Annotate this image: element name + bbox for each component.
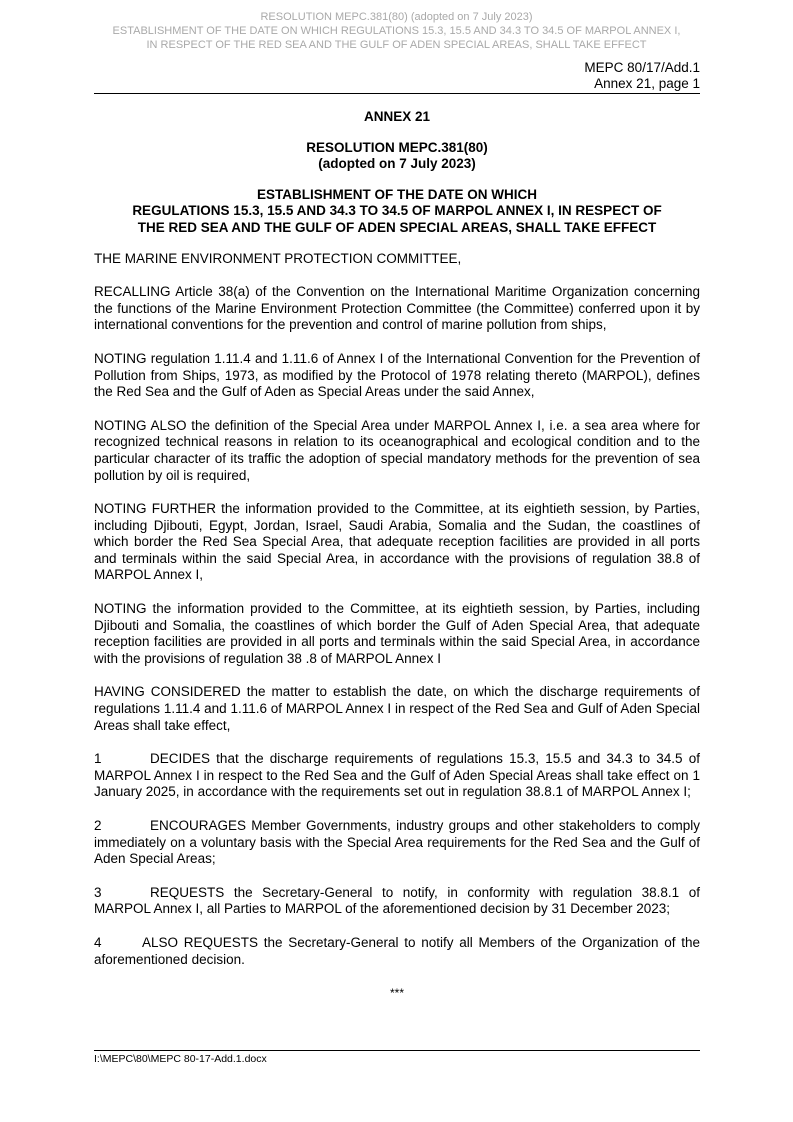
- paragraph-text: ENCOURAGES Member Governments, industry groups and other stakeholders to comply immediately on a voluntary basis with the Special Area requirements for the Red Sea and the Gulf of Aden Special Areas;: [94, 818, 700, 867]
- preamble-recalling: RECALLING Article 38(a) of the Convention on the International Maritime Organization concerning the functions of the Marine Environment Protection Committee (the Committee) conferred upon it by international conventions for the prevention and control of marine pollution from ships,: [94, 284, 700, 333]
- resolution-adopted: (adopted on 7 July 2023): [318, 156, 476, 172]
- preamble-noting-gulf: NOTING the information provided to the Committee, at its eightieth session, by Parties, including Djibouti and Somalia, the coastlines of which border the Gulf of Aden Special Area, that adequate reception facilities are provided in all ports and terminals within the said Special Area, in accordance with the provisions of regulation 38 .8 of MARPOL Annex I: [94, 601, 700, 666]
- operative-paragraph-2: [94, 818, 700, 868]
- watermark-line-2: ESTABLISHMENT OF THE DATE ON WHICH REGULATIONS 15.3, 15.5 AND 34.3 TO 34.5 OF MARPOL ANNEX I,: [112, 25, 681, 37]
- document-reference: [584, 60, 700, 92]
- preamble-having-considered: HAVING CONSIDERED the matter to establish the date, on which the discharge requirements of regulations 1.11.4 and 1.11.6 of MARPOL Annex I in respect of the Red Sea and Gulf of Aden Special Areas shall take effect,: [94, 684, 700, 733]
- page-label: Annex 21, page 1: [594, 76, 700, 91]
- paragraph-number: 3: [94, 884, 102, 900]
- annex-title: ANNEX 21: [363, 109, 431, 124]
- resolution-number: RESOLUTION MEPC.381(80): [306, 139, 488, 155]
- watermark-header: [0, 10, 793, 52]
- end-mark: ***: [389, 986, 404, 1001]
- footer-file-path: I:\MEPC\80\MEPC 80-17-Add.1.docx: [94, 1053, 267, 1065]
- resolution-title: [94, 187, 700, 237]
- operative-paragraph-3: [94, 885, 700, 918]
- title-line-1: ESTABLISHMENT OF THE DATE ON WHICH: [257, 186, 537, 202]
- preamble-noting: NOTING regulation 1.11.4 and 1.11.6 of Annex I of the International Convention for the Prevention of Pollution from Ships, 1973, as modified by the Protocol of 1978 relating thereto (MARPOL), defines the Red Sea and the Gulf of Aden as Special Areas under the said Annex,: [94, 350, 700, 400]
- title-line-2: REGULATIONS 15.3, 15.5 AND 34.3 TO 34.5 OF MARPOL ANNEX I, IN RESPECT OF: [132, 203, 662, 219]
- footer-rule: [94, 1050, 700, 1051]
- header-rule: [94, 93, 700, 94]
- operative-paragraph-4: [94, 935, 700, 968]
- preamble-committee: THE MARINE ENVIRONMENT PROTECTION COMMITTEE,: [94, 250, 462, 266]
- doc-number: MEPC 80/17/Add.1: [584, 60, 700, 75]
- document-body: [94, 109, 700, 1002]
- paragraph-number: 4: [94, 934, 102, 950]
- title-line-3: THE RED SEA AND THE GULF OF ADEN SPECIAL AREAS, SHALL TAKE EFFECT: [137, 219, 657, 235]
- paragraph-number: 1: [94, 751, 102, 767]
- preamble-noting-further: NOTING FURTHER the information provided to the Committee, at its eightieth session, by Parties, including Djibouti, Egypt, Jordan, Israel, Saudi Arabia, Somalia and the Sudan, the coastlines of which border the Red Sea Special Area, that adequate reception facilities are provided in all ports and terminals within the said Special Area, in accordance with the provisions of regulation 38.8 of MARPOL Annex I,: [94, 501, 700, 583]
- paragraph-text: DECIDES that the discharge requirements of regulations 15.3, 15.5 and 34.3 to 34.5 of MARPOL Annex I in respect to the Red Sea and the Gulf of Aden Special Areas shall take effect on 1 January 2025, in accordance with the requirements set out in regulation 38.8.1 of MARPOL Annex I;: [94, 751, 700, 800]
- preamble-noting-also: NOTING ALSO the definition of the Special Area under MARPOL Annex I, i.e. a sea area where for recognized technical reasons in relation to its oceanographical and ecological condition and to the particular character of its traffic the adoption of special mandatory methods for the prevention of sea pollution by oil is required,: [94, 417, 700, 483]
- paragraph-text: ALSO REQUESTS the Secretary-General to notify all Members of the Organization of the aforementioned decision.: [94, 934, 700, 967]
- paragraph-number: 2: [94, 818, 102, 833]
- resolution-block: [94, 140, 700, 173]
- paragraph-text: REQUESTS the Secretary-General to notify, in conformity with regulation 38.8.1 of MARPOL Annex I, all Parties to MARPOL of the aforementioned decision by 31 December 2023;: [94, 884, 700, 917]
- watermark-line-1: RESOLUTION MEPC.381(80) (adopted on 7 July 2023): [260, 11, 533, 23]
- operative-paragraph-1: [94, 751, 700, 801]
- watermark-line-3: IN RESPECT OF THE RED SEA AND THE GULF OF ADEN SPECIAL AREAS, SHALL TAKE EFFECT: [146, 39, 647, 51]
